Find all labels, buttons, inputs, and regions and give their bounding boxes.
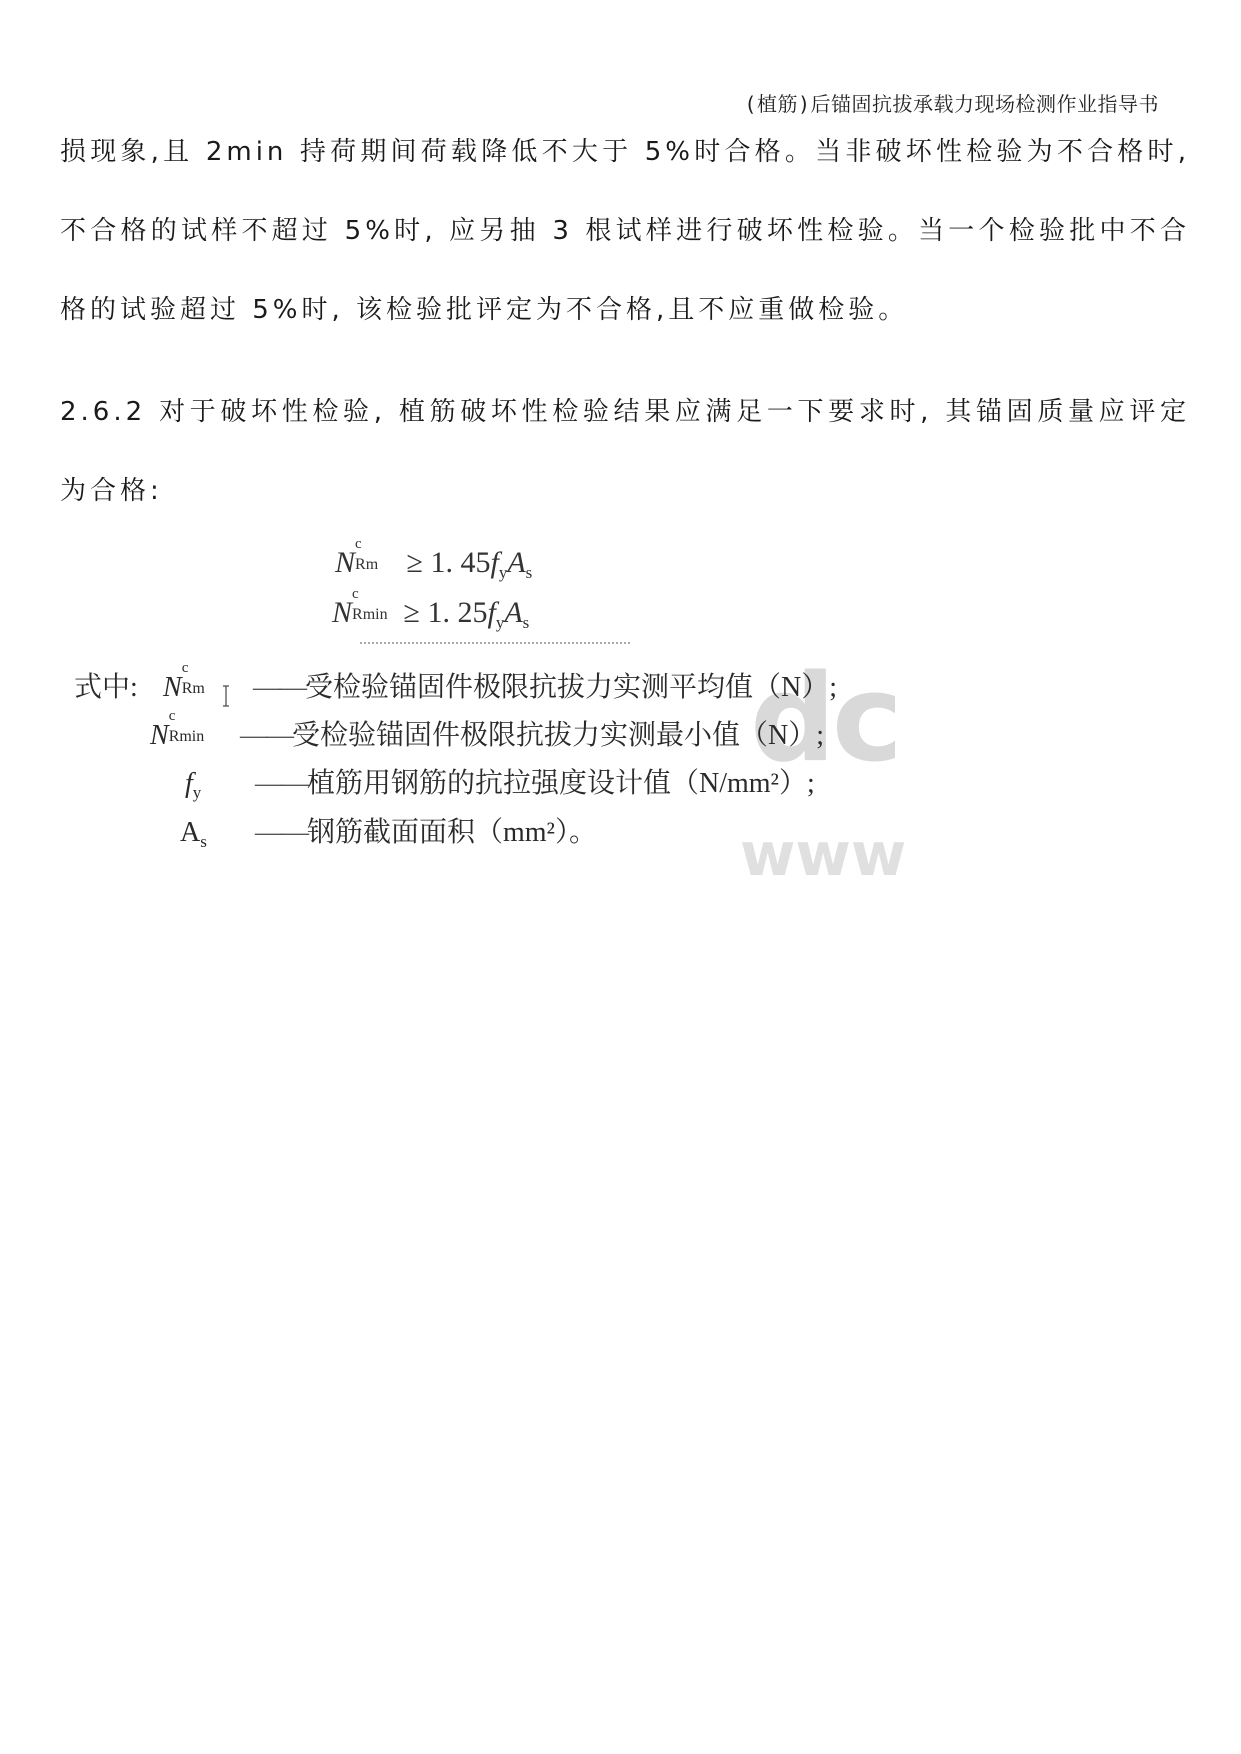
legend-item-min: [150, 708, 825, 753]
eq1-a-sub: s: [525, 563, 533, 582]
legend-symbol: N: [150, 720, 169, 751]
legend-lead: 式中:: [74, 672, 138, 703]
formula-image: [60, 530, 920, 890]
legend-item-mean: [163, 660, 838, 705]
watermark-logo: dc: [750, 650, 900, 789]
legend-sup: c: [168, 708, 176, 724]
legend-sub: Rm: [181, 680, 205, 697]
eq1-f: f: [490, 546, 499, 579]
legend-dash: ——: [253, 672, 305, 703]
legend-text: 钢筋截面面积（mm²）。: [307, 817, 597, 848]
eq2-f: f: [487, 596, 496, 629]
legend-text: 植筋用钢筋的抗拉强度设计值（N/mm²）;: [307, 768, 815, 799]
eq1-symbol: N: [335, 546, 356, 579]
legend-symbol: f: [185, 768, 193, 799]
eq1-f-sub: y: [498, 563, 508, 582]
legend-symbol: N: [163, 672, 182, 703]
eq2-a-sub: s: [522, 613, 530, 632]
legend-item-fy: [185, 761, 815, 803]
eq1-sup: c: [355, 536, 362, 552]
legend-sup: c: [181, 660, 189, 676]
eq1-rhs: ≥ 1. 45: [406, 546, 491, 579]
equation-min-requirement: [332, 586, 530, 633]
legend-sub: s: [200, 832, 207, 851]
eq2-sub: Rmin: [352, 606, 388, 623]
equation-mean-requirement: [335, 536, 533, 583]
legend-dash: ——: [255, 817, 307, 848]
watermark-text: www: [740, 820, 907, 890]
legend-item-as: [180, 810, 597, 852]
eq2-sup: c: [352, 586, 359, 602]
paragraph-2-6-2: 2.6.2 对于破坏性检验, 植筋破坏性检验结果应满足一下要求时, 其锚固质量应评定为合格:: [60, 397, 1190, 506]
text-cursor-icon: [222, 685, 230, 707]
legend-text: 受检验锚固件极限抗拔力实测最小值（N）;: [292, 720, 825, 751]
legend-dash: ——: [240, 720, 292, 751]
eq2-f-sub: y: [495, 613, 505, 632]
legend-sub: y: [192, 783, 202, 802]
eq1-a: A: [507, 546, 526, 579]
legend-text: 受检验锚固件极限抗拔力实测平均值（N）;: [305, 672, 838, 703]
eq2-symbol: N: [332, 596, 353, 629]
legend-sub: Rmin: [168, 728, 205, 745]
legend-symbol: A: [180, 817, 201, 848]
eq2-rhs: ≥ 1. 25: [403, 596, 488, 629]
paragraph-acceptance-criteria: 损现象,且 2min 持荷期间荷载降低不大于 5%时合格。当非破坏性检验为不合格时,不合格的试样不超过 5%时, 应另抽 3 根试样进行破坏性检验。当一个检验批中不合格的试验超过 5%时, 该检验批评定为不合格,且不应重做检验。: [60, 137, 1190, 325]
cropped-line-fragment: [360, 642, 630, 648]
running-header: (植筋)后锚固抗拔承载力现场检测作业指导书: [744, 92, 1159, 116]
legend-dash: ——: [255, 768, 307, 799]
eq2-a: A: [504, 596, 523, 629]
eq1-sub: Rm: [355, 556, 379, 573]
